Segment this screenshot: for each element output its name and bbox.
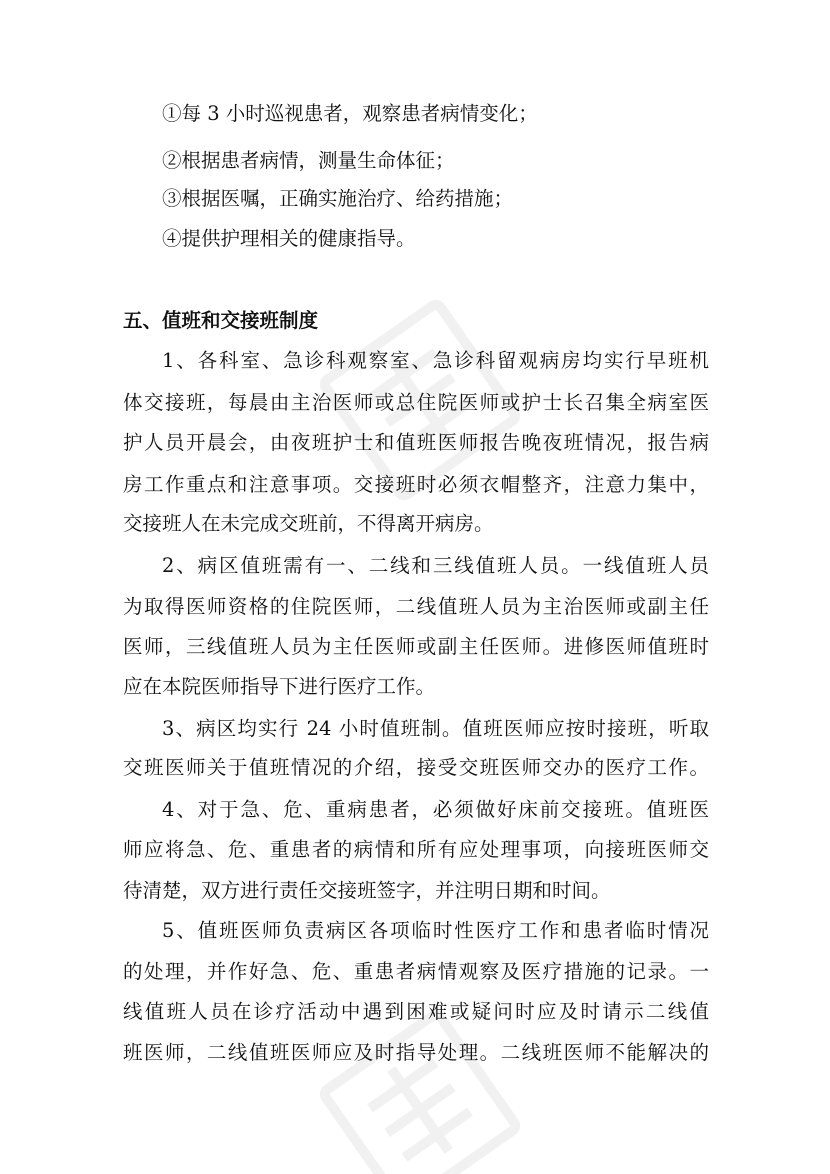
paragraph-line: 应在本院医师指导下进行医疗工作。 — [123, 675, 436, 698]
paragraph-line: 线值班人员在诊疗活动中遇到困难或疑问时应及时请示二线值 — [123, 1000, 709, 1023]
list-item: ④提供护理相关的健康指导。 — [162, 227, 416, 250]
paragraph-line: 师应将急、危、重患者的病情和所有应处理事项，向接班医师交 — [123, 838, 709, 861]
paragraph-line: 4、对于急、危、重病患者，必须做好床前交接班。值班医 — [162, 798, 709, 821]
paragraph-line: 体交接班，每晨由主治医师或总住院医师或护士长召集全病室医 — [123, 391, 709, 414]
paragraph-line: 1、各科室、急诊科观察室、急诊科留观病房均实行早班机 — [162, 349, 709, 372]
paragraph-line: 3、病区均实行 24 小时值班制。值班医师应按时接班，听取 — [162, 717, 709, 740]
paragraph-line: 的处理，并作好急、危、重患者病情观察及医疗措施的记录。一 — [123, 960, 709, 983]
paragraph-line: 交接班人在未完成交班前，不得离开病房。 — [123, 512, 494, 535]
list-item: ②根据患者病情，测量生命体征； — [162, 149, 455, 172]
paragraph-line: 医师，三线值班人员为主任医师或副主任医师。进修医师值班时 — [123, 635, 709, 658]
paragraph-line: 5、值班医师负责病区各项临时性医疗工作和患者临时情况 — [162, 919, 709, 942]
paragraph-line: 班医师，二线值班医师应及时指导处理。二线班医师不能解决的 — [123, 1041, 709, 1064]
paragraph-line: 房工作重点和注意事项。交接班时必须衣帽整齐，注意力集中， — [123, 473, 709, 496]
paragraph-line: 待清楚，双方进行责任交接班签字，并注明日期和时间。 — [123, 879, 611, 902]
paragraph-line: 为取得医师资格的住院医师，二线值班人员为主治医师或副主任 — [123, 595, 709, 618]
paragraph-line: 交班医师关于值班情况的介绍，接受交班医师交办的医疗工作。 — [123, 756, 709, 779]
section-heading: 五、值班和交接班制度 — [123, 309, 319, 332]
list-item: ①每 3 小时巡视患者，观察患者病情变化； — [162, 102, 538, 125]
paragraph-line: 护人员开晨会，由夜班护士和值班医师报告晚夜班情况，报告病 — [123, 431, 709, 454]
paragraph-line: 2、病区值班需有一、二线和三线值班人员。一线值班人员 — [162, 554, 709, 577]
list-item: ③根据医嘱，正确实施治疗、给药措施； — [162, 187, 514, 210]
